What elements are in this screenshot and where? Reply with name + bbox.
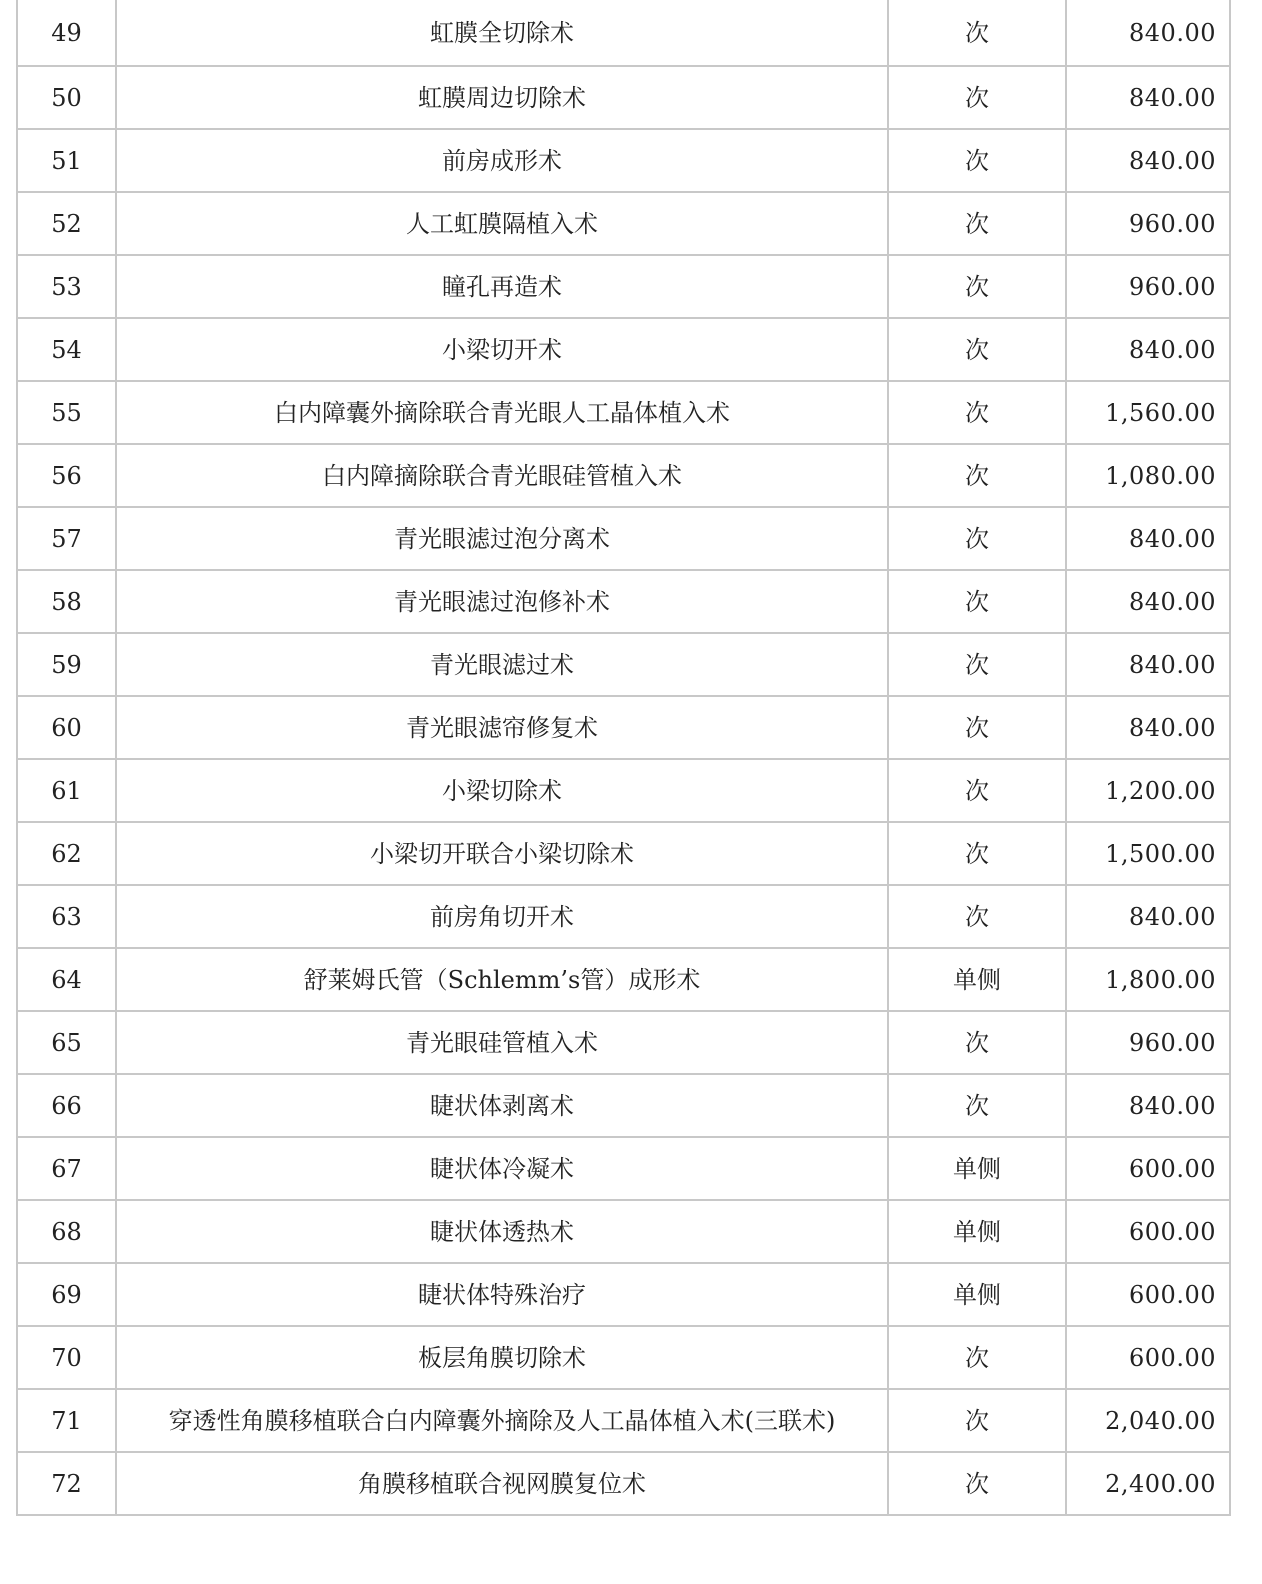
row-number: 58 — [17, 570, 116, 633]
row-number: 52 — [17, 192, 116, 255]
item-name: 人工虹膜隔植入术 — [116, 192, 888, 255]
price: 600.00 — [1066, 1200, 1230, 1263]
unit: 次 — [888, 318, 1066, 381]
row-number: 57 — [17, 507, 116, 570]
price: 840.00 — [1066, 66, 1230, 129]
item-name: 青光眼滤过泡分离术 — [116, 507, 888, 570]
price: 2,040.00 — [1066, 1389, 1230, 1452]
row-number: 53 — [17, 255, 116, 318]
unit: 次 — [888, 1452, 1066, 1515]
price: 600.00 — [1066, 1263, 1230, 1326]
item-name: 瞳孔再造术 — [116, 255, 888, 318]
table-row — [17, 885, 1230, 948]
unit: 次 — [888, 822, 1066, 885]
row-number: 66 — [17, 1074, 116, 1137]
table-row — [17, 318, 1230, 381]
item-name: 虹膜全切除术 — [116, 0, 888, 66]
table-row — [17, 1263, 1230, 1326]
item-name: 穿透性角膜移植联合白内障囊外摘除及人工晶体植入术(三联术) — [116, 1389, 888, 1452]
unit: 单侧 — [888, 1263, 1066, 1326]
row-number: 63 — [17, 885, 116, 948]
fee-table-body — [17, 0, 1230, 1515]
row-number: 59 — [17, 633, 116, 696]
price: 840.00 — [1066, 696, 1230, 759]
item-name: 青光眼滤帘修复术 — [116, 696, 888, 759]
unit: 次 — [888, 192, 1066, 255]
unit: 单侧 — [888, 1200, 1066, 1263]
price: 960.00 — [1066, 1011, 1230, 1074]
fee-table-container — [16, 0, 1229, 1516]
unit: 次 — [888, 66, 1066, 129]
unit: 次 — [888, 1326, 1066, 1389]
item-name: 虹膜周边切除术 — [116, 66, 888, 129]
item-name: 前房角切开术 — [116, 885, 888, 948]
item-name: 舒莱姆氏管（Schlemm’s管）成形术 — [116, 948, 888, 1011]
row-number: 65 — [17, 1011, 116, 1074]
price: 840.00 — [1066, 318, 1230, 381]
row-number: 51 — [17, 129, 116, 192]
price: 840.00 — [1066, 1074, 1230, 1137]
price: 1,800.00 — [1066, 948, 1230, 1011]
unit: 次 — [888, 507, 1066, 570]
row-number: 56 — [17, 444, 116, 507]
table-row — [17, 1326, 1230, 1389]
table-row — [17, 1074, 1230, 1137]
table-row — [17, 759, 1230, 822]
price: 840.00 — [1066, 570, 1230, 633]
table-row — [17, 381, 1230, 444]
item-name: 青光眼硅管植入术 — [116, 1011, 888, 1074]
row-number: 69 — [17, 1263, 116, 1326]
unit: 次 — [888, 570, 1066, 633]
item-name: 睫状体透热术 — [116, 1200, 888, 1263]
row-number: 50 — [17, 66, 116, 129]
price: 840.00 — [1066, 0, 1230, 66]
table-row — [17, 822, 1230, 885]
table-row — [17, 192, 1230, 255]
unit: 单侧 — [888, 948, 1066, 1011]
unit: 次 — [888, 444, 1066, 507]
item-name: 睫状体冷凝术 — [116, 1137, 888, 1200]
unit: 次 — [888, 129, 1066, 192]
row-number: 49 — [17, 0, 116, 66]
item-name: 青光眼滤过泡修补术 — [116, 570, 888, 633]
item-name: 板层角膜切除术 — [116, 1326, 888, 1389]
unit: 次 — [888, 759, 1066, 822]
table-row — [17, 570, 1230, 633]
unit: 次 — [888, 1074, 1066, 1137]
table-row — [17, 1200, 1230, 1263]
row-number: 72 — [17, 1452, 116, 1515]
price: 2,400.00 — [1066, 1452, 1230, 1515]
item-name: 前房成形术 — [116, 129, 888, 192]
row-number: 54 — [17, 318, 116, 381]
item-name: 小梁切开术 — [116, 318, 888, 381]
unit: 次 — [888, 633, 1066, 696]
table-row — [17, 507, 1230, 570]
table-row — [17, 1389, 1230, 1452]
table-row — [17, 948, 1230, 1011]
row-number: 71 — [17, 1389, 116, 1452]
unit: 次 — [888, 1011, 1066, 1074]
price: 1,080.00 — [1066, 444, 1230, 507]
item-name: 白内障囊外摘除联合青光眼人工晶体植入术 — [116, 381, 888, 444]
row-number: 62 — [17, 822, 116, 885]
table-row — [17, 66, 1230, 129]
unit: 单侧 — [888, 1137, 1066, 1200]
row-number: 64 — [17, 948, 116, 1011]
table-row — [17, 1011, 1230, 1074]
row-number: 67 — [17, 1137, 116, 1200]
price: 840.00 — [1066, 507, 1230, 570]
table-row — [17, 255, 1230, 318]
row-number: 61 — [17, 759, 116, 822]
item-name: 角膜移植联合视网膜复位术 — [116, 1452, 888, 1515]
table-row — [17, 129, 1230, 192]
price: 1,500.00 — [1066, 822, 1230, 885]
table-row — [17, 1452, 1230, 1515]
price: 840.00 — [1066, 633, 1230, 696]
price: 600.00 — [1066, 1326, 1230, 1389]
unit: 次 — [888, 885, 1066, 948]
unit: 次 — [888, 255, 1066, 318]
table-row — [17, 0, 1230, 66]
item-name: 睫状体剥离术 — [116, 1074, 888, 1137]
price: 840.00 — [1066, 885, 1230, 948]
price: 960.00 — [1066, 255, 1230, 318]
price: 1,200.00 — [1066, 759, 1230, 822]
table-row — [17, 633, 1230, 696]
price: 600.00 — [1066, 1137, 1230, 1200]
row-number: 68 — [17, 1200, 116, 1263]
price: 1,560.00 — [1066, 381, 1230, 444]
item-name: 白内障摘除联合青光眼硅管植入术 — [116, 444, 888, 507]
row-number: 60 — [17, 696, 116, 759]
item-name: 睫状体特殊治疗 — [116, 1263, 888, 1326]
table-row — [17, 1137, 1230, 1200]
item-name: 青光眼滤过术 — [116, 633, 888, 696]
fee-table — [16, 0, 1231, 1516]
unit: 次 — [888, 0, 1066, 66]
price: 840.00 — [1066, 129, 1230, 192]
row-number: 70 — [17, 1326, 116, 1389]
unit: 次 — [888, 696, 1066, 759]
table-row — [17, 696, 1230, 759]
row-number: 55 — [17, 381, 116, 444]
table-row — [17, 444, 1230, 507]
item-name: 小梁切除术 — [116, 759, 888, 822]
price: 960.00 — [1066, 192, 1230, 255]
item-name: 小梁切开联合小梁切除术 — [116, 822, 888, 885]
unit: 次 — [888, 1389, 1066, 1452]
unit: 次 — [888, 381, 1066, 444]
